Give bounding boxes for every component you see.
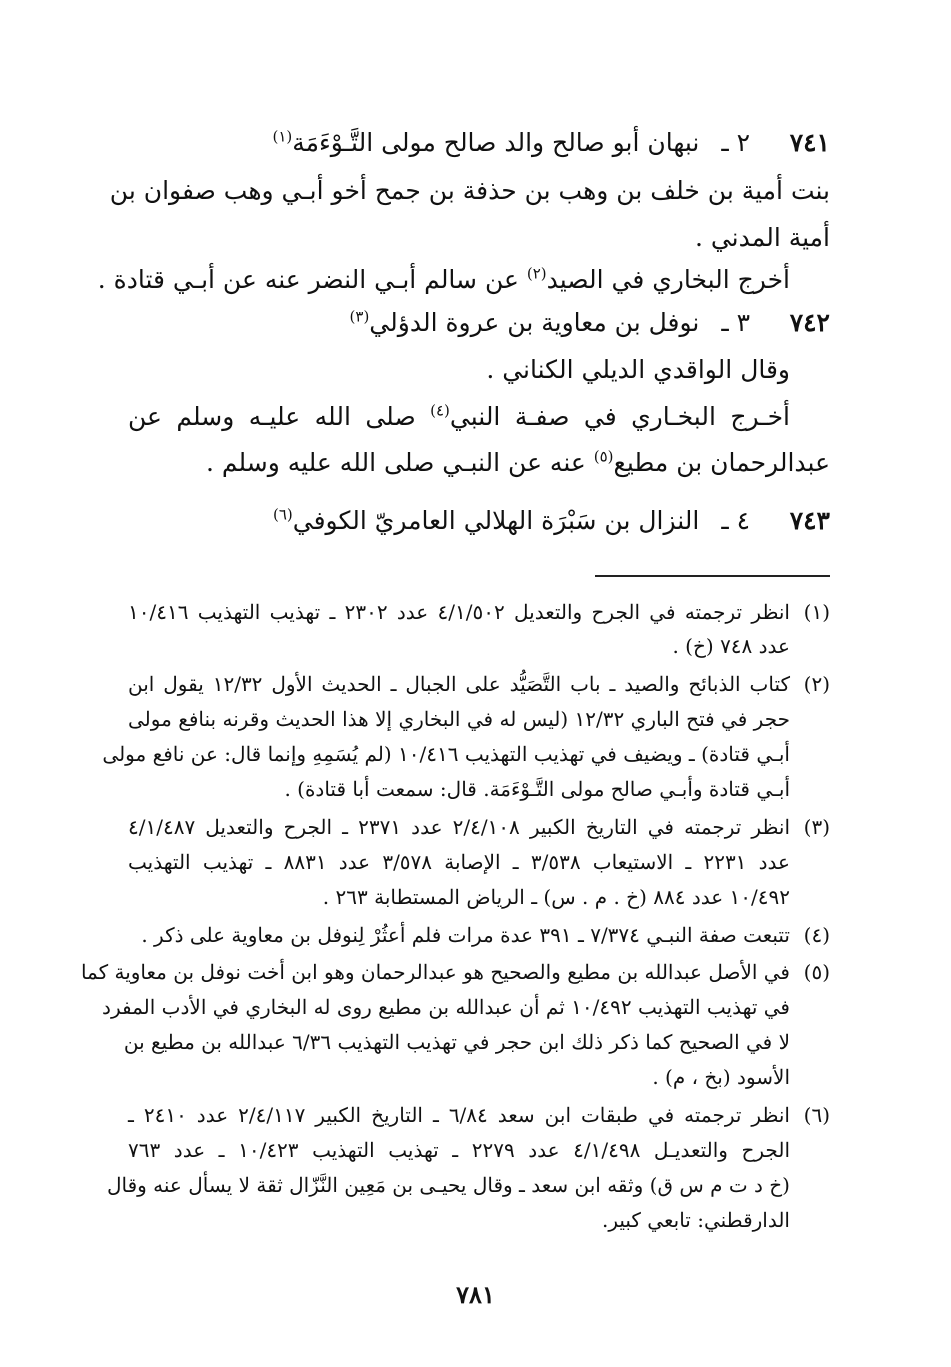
entry-index: ٤ ـ: [721, 506, 751, 535]
footnote-2: [128, 672, 830, 696]
footnote-text: أبـي قتادة وأبـي صالح مولى التَّـوْءَمَة. قال: سمعت أبا قتادة) .: [284, 777, 790, 801]
footnote-ref: (٦): [272, 505, 293, 524]
footnote-ref: (١): [272, 127, 293, 146]
footnote-5: [80, 960, 830, 984]
text-segment: صلى الله عليـه وسلم عن: [128, 402, 416, 431]
text-line: [97, 264, 830, 294]
footnote-text: الدارقطني: تابعي كبير.: [601, 1208, 790, 1232]
text-line: [128, 402, 830, 431]
entry-741: [128, 128, 830, 157]
text-segment: أخـرج البخـاري في صفـة النبي: [449, 402, 790, 431]
entry-742: [128, 308, 830, 337]
entry-index: ٣ ـ: [721, 308, 751, 337]
footnote-6: [128, 1103, 830, 1127]
footnote-text: تتبعت صفة النبـي ٧/٣٧٤ ـ ٣٩١ عدة مرات فلم أعثُرْ لِنوفل بن معاوية على ذكر .: [141, 923, 790, 947]
footnote-text: عدد ٧٤٨ (خ) .: [672, 634, 790, 658]
entry-heading: نوفل بن معاوية بن عروة الدؤلي: [369, 308, 700, 337]
text-segment: عنه عن النبـي صلى الله عليه وسلم .: [205, 448, 586, 477]
text-line: بنت أمية بن خلف بن وهب بن حذفة بن جمح أخو أبـي وهب صفوان بن: [109, 176, 830, 205]
entry-743: [128, 506, 830, 535]
footnote-ref: (٤): [430, 401, 450, 420]
footnote-text: عدد ٢٢٣١ ـ الاستيعاب ٣/٥٣٨ ـ الإصابة ٣/٥٧٨ عدد ٨٨٣١ ـ تهذيب التهذيب: [128, 850, 790, 874]
footnote-text: ١٠/٤٩٢ عدد ٨٨٤ (خ . م . س) ـ الرياض المستطابة ٢٦٣ .: [322, 885, 790, 909]
footnote-ref: (٥): [593, 447, 614, 466]
footnote-text: في الأصل عبدالله بن مطيع والصحيح هو عبدالرحمان وهو ابن أخت نوفل بن معاوية كما: [80, 960, 790, 984]
footnote-text: الأسود (بخ ، م) .: [652, 1065, 790, 1089]
text-segment: أخرج البخاري في الصيد: [546, 265, 790, 294]
entry-number: ٧٤٣: [789, 506, 830, 535]
footnote-number: (٥): [803, 960, 830, 984]
footnote-text: (خ د ت م س ق) وثقه ابن سعد ـ وقال يحيـى بن مَعِين النَّزّال ثقة لا يسأل عنه وقال: [106, 1173, 790, 1197]
footnote-text: لا في الصحيح كما ذكر ذلك ابن حجر في تهذيب التهذيب ٦/٣٦ عبدالله بن مطيع بن: [123, 1030, 790, 1054]
footnote-3: [128, 815, 830, 839]
text-segment: عبدالرحمان بن مطيع: [613, 448, 830, 477]
footnote-text: أبـي قتادة) ـ ويضيف في تهذيب التهذيب ١٠/٤١٦ (لم يُسَمِهِ وإنما قال: عن نافع مولى: [102, 742, 790, 766]
footnote-text: انظر ترجمته في طبقات ابن سعد ٦/٨٤ ـ التاريخ الكبير ٢/٤/١١٧ عدد ٢٤١٠ ـ: [128, 1103, 790, 1127]
footnote-text: كتاب الذبائح والصيد ـ باب التَّصَيُّد على الجبال ـ الحديث الأول ١٢/٣٢ يقول ابن: [128, 672, 791, 696]
entry-number: ٧٤١: [789, 128, 830, 157]
entry-heading: نبهان أبو صالح والد صالح مولى التَّـوْءَمَة: [292, 128, 700, 157]
text-line: [128, 448, 830, 477]
entry-index: ٢ ـ: [721, 128, 751, 157]
footnote-number: (٦): [803, 1103, 830, 1127]
footnote-number: (٢): [803, 672, 831, 696]
footnote-number: (٣): [803, 815, 830, 839]
footnote-text: انظر ترجمته في التاريخ الكبير ٢/٤/١٠٨ عدد ٢٣٧١ ـ الجرح والتعديل ٤/١/٤٨٧: [128, 815, 790, 839]
footnote-1: [128, 600, 830, 624]
footnote-text: حجر في فتح الباري ١٢/٣٢ (ليس له في البخاري إلا هذا الحديث وقرنه بنافع مولى: [128, 707, 790, 731]
footnote-text: في تهذيب التهذيب ١٠/٤٩٢ ثم أن عبدالله بن مطيع روى له البخاري في الأدب المفرد: [102, 995, 790, 1019]
entry-number: ٧٤٢: [789, 308, 830, 337]
text-line: أمية المدني .: [694, 223, 830, 252]
footnote-text: انظر ترجمته في الجرح والتعديل ٤/١/٥٠٢ عدد ٢٣٠٢ ـ تهذيب التهذيب ١٠/٤١٦: [128, 600, 790, 624]
text-segment: عن سالم أبـي النضر عنه عن أبـي قتادة .: [97, 265, 519, 294]
footnote-number: (٤): [803, 923, 830, 947]
footnote-text: الجرح والتعديـل ٤/١/٤٩٨ عدد ٢٢٧٩ ـ تهذيب التهذيب ١٠/٤٢٣ ـ عدد ٧٦٣: [128, 1138, 790, 1162]
entry-heading: النزال بن سَبْرَة الهلالي العامريّ الكوفي: [292, 506, 700, 535]
footnote-4: [128, 923, 830, 947]
text-line: وقال الواقدي الديلي الكناني .: [486, 355, 790, 384]
page-number: ٧٨١: [456, 1280, 495, 1309]
footnote-ref: (٢): [526, 264, 547, 283]
footnote-separator: [595, 575, 830, 577]
footnote-ref: (٣): [349, 307, 370, 326]
footnote-number: (١): [803, 600, 830, 624]
